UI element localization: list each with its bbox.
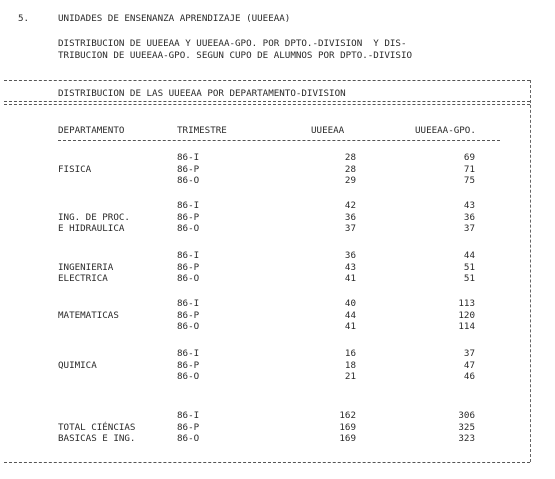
- uueeaa-cell: 41: [344, 273, 356, 284]
- table-title-double-rule: [4, 101, 530, 105]
- header-uueeaa: UUEEAA: [311, 125, 345, 136]
- header-rule: [58, 140, 500, 141]
- uueeaa-gpo-cell: 325: [458, 421, 475, 433]
- table-top-rule: [4, 80, 530, 81]
- trimestre-cell: 86-O: [177, 433, 200, 444]
- uueeaa-gpo-cell: 36: [463, 211, 475, 223]
- trimestre-cell: 86-P: [177, 421, 200, 433]
- uueeaa-cell: 42: [344, 200, 356, 211]
- department-label: TOTAL CIÉNCIAS: [58, 421, 136, 433]
- header-departamento: DEPARTAMENTO: [58, 125, 125, 136]
- uueeaa-gpo-cell: 46: [463, 371, 475, 382]
- uueeaa-gpo-cell: 75: [463, 175, 475, 186]
- trimestre-cell: 86-I: [177, 200, 200, 211]
- trimestre-cell: 86-I: [177, 250, 200, 261]
- uueeaa-cell: 29: [344, 175, 356, 186]
- department-label: ELECTRICA: [58, 273, 108, 284]
- department-label: ING. DE PROC.: [58, 211, 130, 223]
- uueeaa-gpo-cell: 37: [463, 223, 475, 234]
- uueeaa-cell: 16: [344, 348, 356, 359]
- intro-line-1: DISTRIBUCION DE UUEEAA Y UUEEAA-GPO. POR DPTO.-DIVISION Y DIS-: [58, 38, 407, 49]
- uueeaa-gpo-cell: 71: [463, 163, 475, 175]
- trimestre-cell: 86-P: [177, 309, 200, 321]
- uueeaa-gpo-cell: 43: [463, 200, 475, 211]
- trimestre-cell: 86-P: [177, 261, 200, 273]
- trimestre-cell: 86-O: [177, 273, 200, 284]
- trimestre-cell: 86-I: [177, 152, 200, 163]
- section-number: 5.: [18, 13, 30, 24]
- uueeaa-cell: 37: [344, 223, 356, 234]
- uueeaa-cell: 40: [344, 298, 356, 309]
- uueeaa-cell: 28: [344, 163, 356, 175]
- uueeaa-cell: 169: [339, 433, 356, 444]
- trimestre-cell: 86-I: [177, 410, 200, 421]
- uueeaa-gpo-cell: 120: [458, 309, 475, 321]
- uueeaa-cell: 169: [339, 421, 356, 433]
- section-title: UNIDADES DE ENSENANZA APRENDIZAJE (UUEEAA): [58, 13, 291, 24]
- uueeaa-cell: 21: [344, 371, 356, 382]
- uueeaa-cell: 44: [344, 309, 356, 321]
- trimestre-cell: 86-I: [177, 298, 200, 309]
- uueeaa-cell: 36: [344, 211, 356, 223]
- trimestre-cell: 86-O: [177, 371, 200, 382]
- uueeaa-gpo-cell: 44: [463, 250, 475, 261]
- department-label: QUIMICA: [58, 359, 97, 371]
- uueeaa-cell: 43: [344, 261, 356, 273]
- uueeaa-gpo-cell: 114: [458, 321, 475, 332]
- trimestre-cell: 86-O: [177, 321, 200, 332]
- uueeaa-gpo-cell: 37: [463, 348, 475, 359]
- header-trimestre: TRIMESTRE: [177, 125, 227, 136]
- uueeaa-gpo-cell: 51: [463, 273, 475, 284]
- trimestre-cell: 86-O: [177, 223, 200, 234]
- department-label: FISICA: [58, 163, 92, 175]
- uueeaa-gpo-cell: 306: [458, 410, 475, 421]
- uueeaa-gpo-cell: 47: [463, 359, 475, 371]
- department-label: MATEMATICAS: [58, 309, 119, 321]
- table-title: DISTRIBUCION DE LAS UUEEAA POR DEPARTAMENTO-DIVISION: [58, 88, 346, 99]
- uueeaa-gpo-cell: 113: [458, 298, 475, 309]
- department-label: INGENIERIA: [58, 261, 114, 273]
- table-bottom-rule: [4, 462, 530, 463]
- trimestre-cell: 86-O: [177, 175, 200, 186]
- header-uueeaa-gpo: UUEEAA-GPO.: [415, 125, 476, 136]
- department-label: E HIDRAULICA: [58, 223, 125, 234]
- intro-line-2: TRIBUCION DE UUEEAA-GPO. SEGUN CUPO DE ALUMNOS POR DPTO.-DIVISIO: [58, 50, 413, 61]
- trimestre-cell: 86-P: [177, 163, 200, 175]
- uueeaa-cell: 28: [344, 152, 356, 163]
- uueeaa-cell: 41: [344, 321, 356, 332]
- uueeaa-gpo-cell: 51: [463, 261, 475, 273]
- uueeaa-gpo-cell: 69: [463, 152, 475, 163]
- uueeaa-cell: 18: [344, 359, 356, 371]
- uueeaa-cell: 36: [344, 250, 356, 261]
- trimestre-cell: 86-I: [177, 348, 200, 359]
- department-label: BASICAS E ING.: [58, 433, 136, 444]
- trimestre-cell: 86-P: [177, 211, 200, 223]
- table-right-border: [530, 80, 531, 462]
- uueeaa-gpo-cell: 323: [458, 433, 475, 444]
- trimestre-cell: 86-P: [177, 359, 200, 371]
- uueeaa-cell: 162: [339, 410, 356, 421]
